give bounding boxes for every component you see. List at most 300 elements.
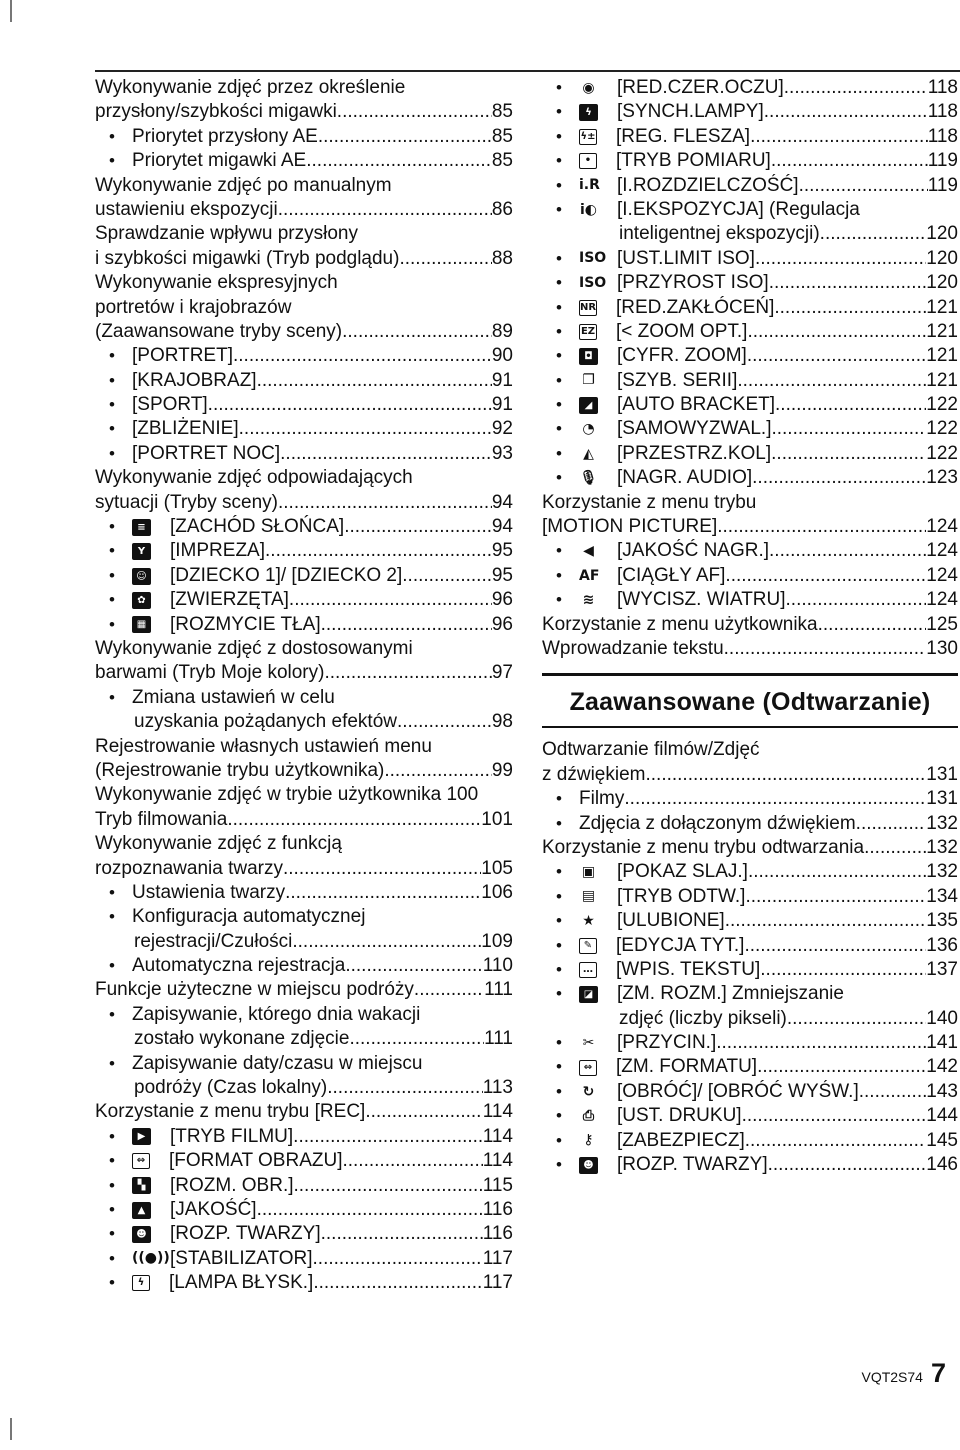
toc-page-number: 123 — [926, 467, 958, 489]
leader-dots — [784, 76, 928, 100]
bullet: • — [109, 1151, 115, 1171]
leader-dots — [771, 417, 926, 441]
header-rule — [95, 70, 960, 72]
cropping-icon: ✂ — [582, 1034, 595, 1051]
toc-entry — [542, 76, 958, 100]
toc-entry — [95, 1076, 513, 1100]
toc-entry — [95, 1271, 513, 1295]
leader-dots — [289, 588, 492, 612]
bullet: • — [556, 1130, 562, 1150]
face-recognition-icon: ☻ — [132, 1226, 151, 1243]
playback-mode-icon: ▤ — [581, 888, 596, 905]
toc-entry-text: [JAKOŚĆ] — [170, 1198, 257, 1220]
toc-entry — [542, 1031, 958, 1055]
toc-entry-text: [PORTRET NOC] — [132, 442, 281, 464]
leader-dots — [365, 1100, 482, 1124]
toc-entry — [95, 296, 513, 320]
toc-entry-text: [PRZYROST ISO] — [617, 272, 769, 294]
leader-dots — [321, 1222, 483, 1246]
toc-entry-text: Wykonywanie ekspresyjnych — [95, 272, 338, 294]
toc-entry — [95, 1247, 513, 1271]
red-eye-icon: ◉ — [582, 79, 595, 96]
crop-mark — [10, 1418, 12, 1440]
bullet: • — [556, 886, 562, 906]
face-recognition-icon: ☻ — [579, 1157, 598, 1174]
toc-entry — [95, 564, 513, 588]
bullet: • — [109, 614, 115, 634]
toc-page-number: 85 — [491, 101, 513, 123]
toc-entry — [542, 320, 958, 344]
toc-entry — [542, 1104, 958, 1128]
toc-entry-text: [ZACHÓD SŁOŃCA] — [170, 516, 345, 538]
toc-entry — [95, 930, 513, 954]
toc-entry-text: Konfiguracja automatycznej — [132, 906, 366, 928]
toc-entry — [542, 344, 958, 368]
leader-dots — [757, 1055, 926, 1079]
background-blur-icon: ▦ — [132, 616, 151, 633]
bullet: • — [556, 959, 562, 979]
bullet: • — [556, 862, 562, 882]
toc-entry — [95, 100, 513, 124]
toc-page-number: 135 — [926, 910, 958, 932]
bullet: • — [109, 1199, 115, 1219]
bullet: • — [556, 935, 562, 955]
leader-dots — [337, 100, 492, 124]
toc-entry — [542, 393, 958, 417]
toc-entry-text: Korzystanie z menu trybu odtwarzania — [542, 836, 865, 858]
toc-entry-text: [POKAZ SLAJ.] — [617, 861, 748, 883]
picture-size-icon: ▚ — [132, 1177, 151, 1194]
bullet: • — [556, 273, 562, 293]
leader-dots — [774, 296, 926, 320]
toc-entry — [95, 369, 513, 393]
protect-key-icon: ⚷ — [583, 1132, 594, 1149]
bullet: • — [109, 882, 115, 902]
leader-dots — [283, 857, 481, 881]
leader-dots — [764, 100, 928, 124]
toc-entry-text: [NAGR. AUDIO] — [617, 467, 753, 489]
leader-dots — [737, 369, 926, 393]
bullet: • — [556, 395, 562, 415]
toc-page-number: 146 — [926, 1154, 958, 1176]
leader-dots — [239, 417, 492, 441]
toc-entry-text: [WYCISZ. WIATRU] — [617, 589, 786, 611]
toc-entry — [542, 564, 958, 588]
toc-entry-text: [JAKOŚĆ NAGR.] — [617, 540, 770, 562]
bullet: • — [109, 956, 115, 976]
toc-entry-text: [< ZOOM OPT.] — [616, 320, 748, 342]
toc-entry-text: Wykonywanie zdjęć odpowiadających — [95, 467, 413, 489]
toc-entry-text: Rejestrowanie własnych ustawień menu — [95, 735, 432, 757]
toc-entry — [542, 1080, 958, 1104]
toc-page-number: 88 — [491, 247, 513, 269]
toc-entry-text: Priorytet migawki AE — [132, 150, 307, 172]
toc-entry — [542, 369, 958, 393]
toc-page-number: 85 — [491, 125, 513, 147]
rotate-icon: ↻ — [582, 1083, 595, 1100]
toc-entry-text: Korzystanie z menu użytkownika — [542, 613, 818, 635]
toc-entry — [542, 515, 958, 539]
toc-entry-text: [PRZYCIN.] — [617, 1032, 717, 1054]
leader-dots — [324, 661, 491, 685]
color-space-icon: ◭ — [583, 445, 594, 462]
toc-entry-text: Wykonywanie zdjęć po manualnym — [95, 174, 392, 196]
toc-entry — [95, 491, 513, 515]
toc-entry-text: Wykonywanie zdjęć z funkcją — [95, 833, 342, 855]
page-footer — [861, 1358, 946, 1389]
leader-dots — [787, 1007, 926, 1031]
toc-page-number: 91 — [491, 369, 513, 391]
aspect-ratio-icon: ⇔ — [132, 1153, 150, 1169]
toc-entry-text: Odtwarzanie filmów/Zdjęć — [542, 739, 760, 761]
toc-entry — [95, 978, 513, 1002]
leader-dots — [227, 808, 481, 832]
toc-entry — [95, 1174, 513, 1198]
toc-entry — [95, 539, 513, 563]
toc-entry — [95, 198, 513, 222]
leader-dots — [306, 149, 492, 173]
toc-entry — [542, 271, 958, 295]
leader-dots — [717, 515, 926, 539]
flash-icon: ϟ — [132, 1275, 150, 1291]
toc-page-number: 144 — [926, 1105, 958, 1127]
toc-entry — [95, 174, 513, 198]
toc-entry-text: Wykonywanie zdjęć przez określenie — [95, 77, 406, 98]
leader-dots — [818, 613, 927, 637]
leader-dots — [321, 613, 492, 637]
toc-page-number: 120 — [926, 272, 958, 294]
toc-page-number: 93 — [491, 442, 513, 464]
toc-page-number: 124 — [926, 589, 958, 611]
toc-entry-text: portretów i krajobrazów — [95, 296, 292, 318]
toc-page-number: 141 — [926, 1032, 958, 1054]
intelligent-resolution-icon: i.R — [579, 177, 600, 194]
leader-dots — [292, 930, 481, 954]
toc-page-number: 121 — [926, 296, 958, 318]
page-number: 7 — [930, 1358, 946, 1388]
toc-entry — [95, 759, 513, 783]
toc-entry — [542, 198, 958, 222]
toc-page-number: 140 — [926, 1007, 958, 1029]
toc-page-number: 114 — [482, 1101, 513, 1123]
leader-dots — [313, 1247, 483, 1271]
bullet: • — [556, 1057, 562, 1077]
toc-entry-text: [ZM. FORMATU] — [616, 1056, 758, 1078]
toc-entry-text: [ROZP. TWARZY] — [170, 1223, 321, 1245]
burst-icon: ❐ — [582, 372, 595, 389]
toc-entry — [95, 1052, 513, 1076]
leader-dots — [280, 442, 492, 466]
toc-entry — [542, 885, 958, 909]
toc-entry — [95, 1198, 513, 1222]
toc-page-number: 131 — [926, 763, 958, 785]
toc-page-number: 122 — [926, 418, 958, 440]
toc-entry-text: [CYFR. ZOOM] — [617, 345, 747, 367]
toc-entry-text: [LAMPA BŁYSK.] — [169, 1272, 314, 1294]
toc-entry-text: [RED.CZER.OCZU] — [617, 77, 784, 98]
bullet: • — [556, 541, 562, 561]
leader-dots — [384, 759, 492, 783]
toc-entry — [542, 1055, 958, 1079]
toc-entry-text: [ROZM. OBR.] — [170, 1174, 294, 1196]
toc-entry-text: i szybkości migawki (Tryb podglądu) — [95, 247, 400, 269]
toc-entry-text: [DZIECKO 1]/ [DZIECKO 2] — [170, 564, 403, 586]
toc-entry — [542, 100, 958, 124]
toc-entry-text: z dźwiękiem — [542, 763, 646, 785]
bullet: • — [109, 1004, 115, 1024]
toc-entry-text: barwami (Tryb Moje kolory) — [95, 662, 325, 684]
toc-page-number: 91 — [491, 394, 513, 416]
toc-page-number: 132 — [926, 861, 958, 883]
toc-page-number: 142 — [926, 1056, 958, 1078]
toc-entry — [95, 832, 513, 856]
bullet: • — [556, 911, 562, 931]
bullet: • — [109, 1273, 115, 1293]
toc-entry-text: Zapisywanie daty/czasu w miejscu — [132, 1052, 423, 1074]
leader-dots — [769, 539, 926, 563]
toc-right-column — [542, 76, 958, 1177]
toc-entry-text: [TRYB POMIARU] — [616, 150, 771, 172]
toc-entry-text: Ustawienia twarzy — [132, 881, 286, 903]
toc-entry — [542, 417, 958, 441]
bullet: • — [109, 1053, 115, 1073]
toc-page-number: 124 — [926, 540, 958, 562]
toc-entry-text: Funkcje użyteczne w miejscu podróży — [95, 979, 414, 1001]
toc-entry-text: Zapisywanie, którego dnia wakacji — [132, 1003, 421, 1025]
toc-entry-text: Automatyczna rejestracja — [132, 955, 346, 977]
toc-page-number: 113 — [482, 1077, 513, 1099]
toc-entry — [95, 783, 513, 807]
sunset-icon: ≡ — [132, 519, 151, 536]
toc-page-number: 122 — [926, 442, 958, 464]
bullet: • — [109, 1175, 115, 1195]
bullet: • — [109, 419, 115, 439]
toc-page-number: 86 — [491, 198, 513, 220]
toc-page-number: 97 — [491, 662, 513, 684]
leader-dots — [724, 637, 927, 661]
toc-entry-text: [SYNCH.LAMPY] — [617, 101, 764, 123]
title-edit-icon: ✎ — [579, 938, 597, 954]
toc-entry-text: [UST.LIMIT ISO] — [617, 247, 755, 269]
toc-entry — [95, 588, 513, 612]
toc-entry-text: [REG. FLESZA] — [616, 125, 751, 147]
toc-entry-text: (Rejestrowanie trybu użytkownika) — [95, 759, 385, 781]
toc-entry — [95, 954, 513, 978]
toc-entry — [95, 76, 513, 100]
toc-entry-text: [ZBLIŻENIE] — [132, 418, 239, 440]
wind-cut-icon: ≋ — [582, 591, 595, 608]
bullet: • — [556, 175, 562, 195]
bullet: • — [556, 1106, 562, 1126]
toc-page-number: 92 — [491, 418, 513, 440]
pet-icon: ✿ — [132, 592, 151, 609]
toc-entry-text: [ROZMYCIE TŁA] — [170, 613, 321, 635]
toc-page-number: 131 — [926, 788, 958, 810]
bullet: • — [556, 1081, 562, 1101]
toc-entry — [542, 860, 958, 884]
toc-page-number: 96 — [491, 589, 513, 611]
toc-entry-text: [KRAJOBRAZ] — [132, 369, 257, 391]
toc-entry-text: [TRYB FILMU] — [170, 1125, 294, 1147]
toc-page-number: 121 — [926, 320, 958, 342]
toc-entry-text: Korzystanie z menu trybu [REC] — [95, 1101, 366, 1123]
toc-entry — [542, 588, 958, 612]
print-set-icon: ⎙ — [582, 1107, 595, 1124]
toc-entry — [95, 808, 513, 832]
extra-zoom-icon: EZ — [579, 324, 597, 340]
toc-entry-text: (Zaawansowane tryby sceny) — [95, 320, 343, 342]
leader-dots — [278, 491, 492, 515]
toc-entry-text: [ROZP. TWARZY] — [617, 1154, 768, 1176]
leader-dots — [725, 909, 927, 933]
leader-dots — [233, 344, 492, 368]
toc-entry — [95, 661, 513, 685]
toc-entry — [95, 320, 513, 344]
toc-page-number: 94 — [491, 491, 513, 513]
continuous-af-icon: AF — [579, 567, 600, 584]
leader-dots — [750, 125, 928, 149]
leader-dots — [745, 1129, 927, 1153]
bullet: • — [109, 1248, 115, 1268]
toc-page-number: 109 — [481, 930, 513, 952]
leader-dots — [771, 149, 928, 173]
leader-dots — [414, 978, 484, 1002]
toc-entry-text: [ZWIERZĘTA] — [170, 589, 289, 611]
digital-zoom-icon: ◘ — [579, 348, 598, 365]
toc-page-number: 143 — [926, 1080, 958, 1102]
toc-page-number: 110 — [482, 955, 513, 977]
leader-dots — [799, 174, 928, 198]
toc-entry — [542, 247, 958, 271]
rec-quality-icon: ◀ — [583, 543, 594, 560]
toc-entry-text: [I.ROZDZIELCZOŚĆ] — [617, 174, 799, 196]
toc-page-number: 101 — [481, 808, 513, 830]
favorite-icon: ★ — [582, 912, 595, 929]
toc-entry — [95, 613, 513, 637]
toc-entry-text: Wykonywanie zdjęć w trybie użytkownika 100 — [95, 784, 479, 806]
toc-entry — [95, 1003, 513, 1027]
toc-entry — [95, 637, 513, 661]
bullet: • — [556, 813, 562, 833]
toc-entry — [542, 763, 958, 787]
leader-dots — [624, 787, 926, 811]
toc-entry — [542, 296, 958, 320]
bullet: • — [556, 199, 562, 219]
toc-page-number: 132 — [926, 812, 958, 834]
leader-dots — [716, 1031, 926, 1055]
model-code: VQT2S74 — [861, 1369, 923, 1385]
leader-dots — [327, 1076, 482, 1100]
toc-entry — [95, 149, 513, 173]
toc-page-number: 119 — [927, 150, 958, 172]
toc-page-number: 121 — [926, 345, 958, 367]
leader-dots — [742, 1104, 927, 1128]
toc-entry-text: inteligentnej ekspozycji) — [619, 223, 820, 245]
toc-entry-text: [I.EKSPOZYCJA] (Regulacja — [617, 198, 860, 220]
toc-page-number: 130 — [926, 637, 958, 659]
bullet: • — [556, 297, 562, 317]
toc-entry — [95, 1100, 513, 1124]
toc-entry — [542, 149, 958, 173]
toc-entry-text: podróży (Czas lokalny) — [134, 1077, 328, 1099]
quality-icon: ▲ — [132, 1202, 151, 1219]
bullet: • — [109, 565, 115, 585]
toc-entry — [95, 881, 513, 905]
toc-entry — [95, 686, 513, 710]
leader-dots — [786, 588, 927, 612]
toc-entry-text: Wykonywanie zdjęć z dostosowanymi — [95, 637, 413, 659]
bullet: • — [109, 346, 115, 366]
leader-dots — [345, 954, 482, 978]
leader-dots — [745, 885, 926, 909]
toc-entry-text: ustawieniu ekspozycji — [95, 198, 278, 220]
toc-page-number: 117 — [482, 1247, 513, 1269]
toc-entry-text: Zmiana ustawień w celu — [132, 686, 335, 708]
toc-entry-text: [IMPREZA] — [170, 540, 266, 562]
bullet: • — [556, 789, 562, 809]
flash-sync-icon: ϟ — [579, 104, 598, 121]
leader-dots — [208, 393, 492, 417]
toc-page-number: 115 — [482, 1174, 513, 1196]
bullet: • — [556, 984, 562, 1004]
toc-entry — [95, 1149, 513, 1173]
toc-entry-text: [PORTRET] — [132, 345, 233, 367]
intelligent-exposure-icon: i◐ — [579, 201, 597, 218]
toc-entry-text: [RED.ZAKŁÓCEŃ] — [616, 296, 775, 318]
metering-mode-icon: • — [579, 153, 597, 169]
leader-dots — [285, 881, 481, 905]
leader-dots — [313, 1271, 482, 1295]
toc-page-number: 106 — [481, 881, 513, 903]
flash-adjust-icon: ϟ± — [579, 129, 597, 145]
bullet: • — [109, 443, 115, 463]
toc-entry-text: Wprowadzanie tekstu — [542, 637, 724, 659]
leader-dots — [278, 198, 492, 222]
toc-recording-entries — [542, 76, 958, 661]
bullet: • — [556, 78, 562, 97]
bullet: • — [556, 1033, 562, 1053]
toc-entry-text: [CIĄGŁY AF] — [617, 564, 726, 586]
toc-entry — [542, 982, 958, 1006]
toc-left-column — [95, 76, 513, 1296]
bullet: • — [556, 443, 562, 463]
toc-entry-text: [SAMOWYZWAL.] — [617, 418, 772, 440]
toc-page-number: 122 — [926, 394, 958, 416]
leader-dots — [856, 812, 927, 836]
bullet: • — [109, 370, 115, 390]
baby-icon: ☺ — [132, 568, 151, 585]
toc-entry — [95, 1222, 513, 1246]
toc-page-number: 145 — [926, 1129, 958, 1151]
toc-page-number: 95 — [491, 540, 513, 562]
slide-show-icon: ▣ — [581, 864, 596, 881]
toc-entry — [95, 466, 513, 490]
toc-page-number: 90 — [491, 345, 513, 367]
toc-playback-entries — [542, 738, 958, 1177]
crop-mark — [10, 0, 12, 22]
toc-entry — [542, 1129, 958, 1153]
bullet: • — [109, 1126, 115, 1146]
toc-entry — [95, 905, 513, 929]
toc-page-number: 137 — [926, 958, 958, 980]
toc-entry-text: sytuacji (Tryby sceny) — [95, 491, 278, 513]
leader-dots — [344, 515, 492, 539]
toc-entry — [95, 857, 513, 881]
toc-entry — [542, 613, 958, 637]
leader-dots — [820, 222, 927, 246]
leader-dots — [775, 393, 926, 417]
section-rule — [542, 726, 958, 728]
